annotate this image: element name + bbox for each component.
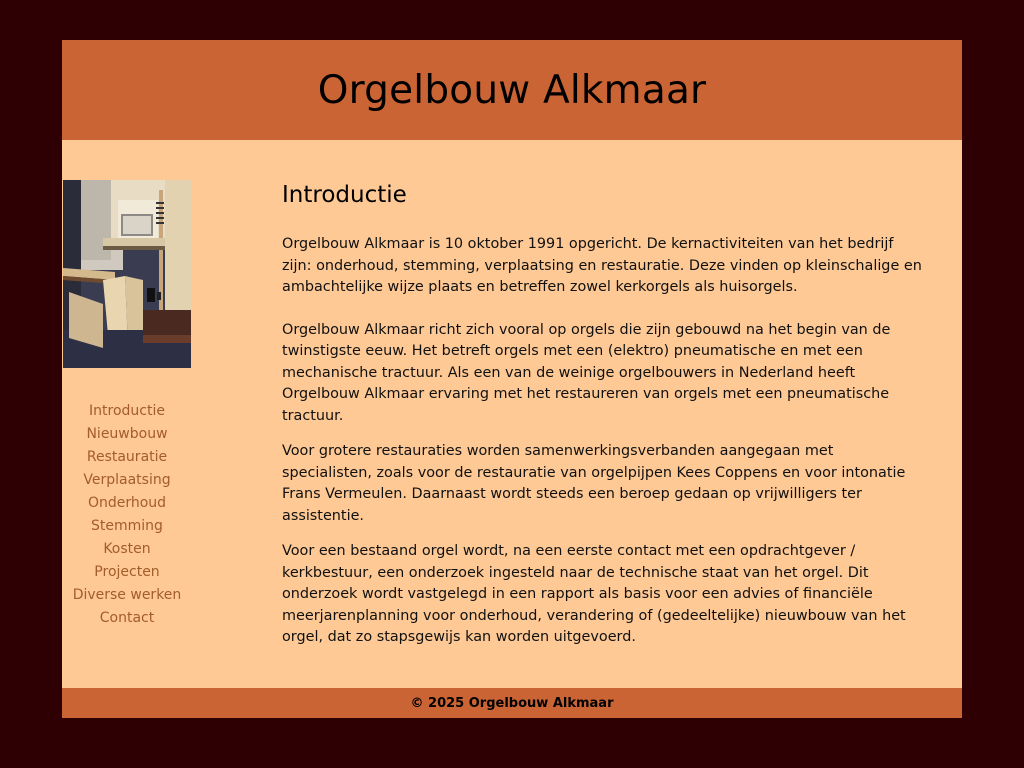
site-footer bbox=[62, 688, 962, 718]
organ-photo-icon bbox=[63, 180, 191, 368]
paragraph: Voor grotere restauraties worden samenwerkingsverbanden aangegaan met specialisten, zoals voor de restauratie van orgelpijpen Kees Coppens en voor intonatie Frans Vermeulen. Daarnaast wordt steeds een beroep gedaan op vrijwilligers ter assistentie. bbox=[282, 443, 906, 524]
main-content bbox=[282, 182, 927, 663]
page-heading: Introductie bbox=[282, 182, 407, 208]
nav-item-nieuwbouw[interactable]: Nieuwbouw bbox=[86, 426, 168, 442]
nav-item-kosten[interactable]: Kosten bbox=[103, 541, 151, 557]
page-container bbox=[62, 40, 962, 718]
site-header bbox=[62, 40, 962, 140]
copyright-text: © 2025 Orgelbouw Alkmaar bbox=[410, 695, 614, 711]
nav-item-contact[interactable]: Contact bbox=[99, 610, 155, 626]
nav-item-stemming[interactable]: Stemming bbox=[91, 518, 163, 534]
paragraph: Orgelbouw Alkmaar richt zich vooral op orgels die zijn gebouwd na het begin van de twinstigste eeuw. Het betreft orgels met een (elektro) pneumatische en met een mechanische tractuur. Als een van de weinige orgelbouwers in Nederland heeft Orgelbouw Alkmaar ervaring met het restaureren van orgels met een pneumatische tractuur. bbox=[282, 321, 891, 424]
main-navigation bbox=[62, 400, 192, 630]
nav-item-onderhoud[interactable]: Onderhoud bbox=[87, 495, 167, 511]
site-title: Orgelbouw Alkmaar bbox=[317, 67, 707, 113]
nav-item-introductie[interactable]: Introductie bbox=[89, 403, 165, 419]
paragraph: Orgelbouw Alkmaar is 10 oktober 1991 opgericht. De kernactiviteiten van het bedrijf zijn: onderhoud, stemming, verplaatsing en restauratie. Deze vinden op kleinschalige en ambachtelijke wijze plaats en betreffen zowel kerkorgels als huisorgels. bbox=[282, 236, 922, 295]
nav-item-diverse-werken[interactable]: Diverse werken bbox=[72, 587, 182, 603]
nav-item-verplaatsing[interactable]: Verplaatsing bbox=[83, 472, 171, 488]
nav-item-projecten[interactable]: Projecten bbox=[94, 564, 160, 580]
organ-photo bbox=[63, 180, 191, 368]
paragraph: Voor een bestaand orgel wordt, na een eerste contact met een opdrachtgever / kerkbestuur, een onderzoek ingesteld naar de technische staat van het orgel. Dit onderzoek wordt vastgelegd in een rapport als basis voor een advies of financiële meerjarenplanning voor onderhoud, verandering of (gedeeltelijke) nieuwbouw van het orgel, dat zo stapsgewijs kan worden uitgevoerd. bbox=[282, 543, 906, 645]
nav-item-restauratie[interactable]: Restauratie bbox=[86, 449, 168, 465]
